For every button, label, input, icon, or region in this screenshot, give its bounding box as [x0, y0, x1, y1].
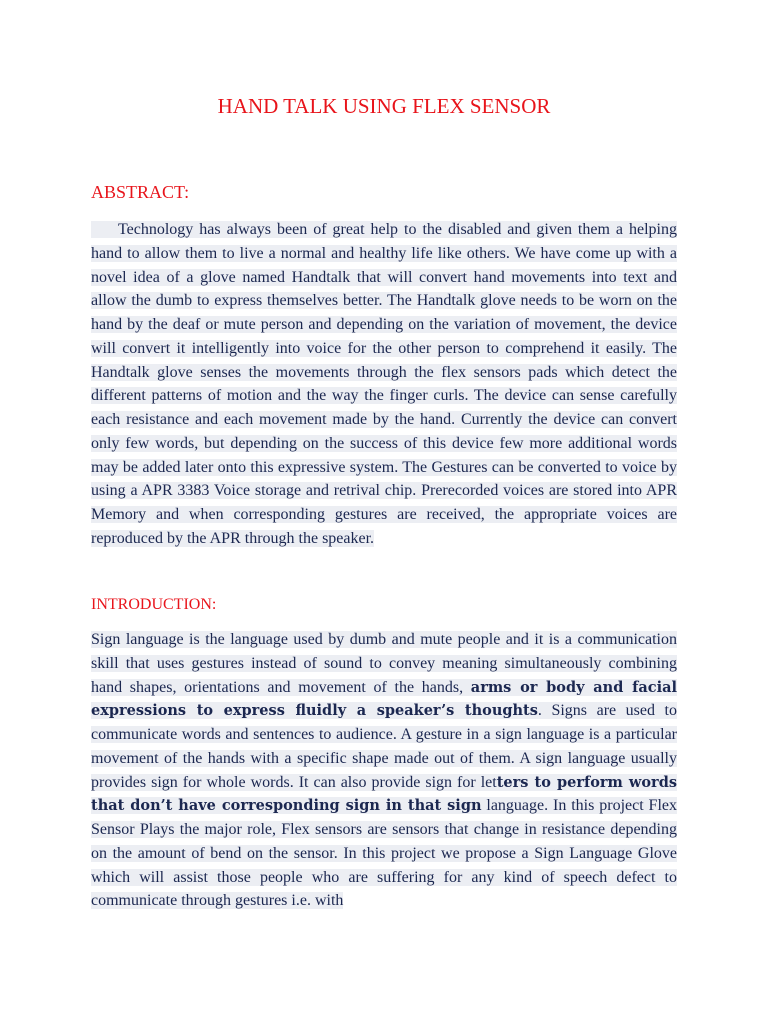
abstract-highlight: [91, 221, 677, 547]
abstract-paragraph: [91, 218, 677, 551]
introduction-bold-part-1: arms or body and facial expressions to express fluidly a speaker’s thoughts: [91, 678, 677, 720]
abstract-text: Technology has always been of great help to the disabled and given them a helping hand to allow them to live a normal and healthy life like others. We have come up with a novel idea of a glove named Handtalk that will convert hand movements into text and allow the dumb to express themselves better. The Handtalk glove needs to be worn on the hand by the deaf or mute person and depending on the variation of movement, the device will convert it intelligently into voice for the other person to comprehend it easily. The Handtalk glove senses the movements through the flex sensors pads which detect the different patterns of motion and the way the finger curls. The device can sense carefully each resistance and each movement made by the hand. Currently the device can convert only few words, but depending on the success of this device few more additional words may be added later onto this expressive system. The Gestures can be converted to voice by using a APR 3383 Voice storage and retrival chip. Prerecorded voices are stored into APR Memory and when corresponding gestures are received, the appropriate voices are reproduced by the APR through the speaker.: [91, 221, 677, 547]
abstract-heading: ABSTRACT:: [91, 182, 190, 202]
introduction-highlight: [91, 631, 677, 909]
document-title: HAND TALK USING FLEX SENSOR: [217, 94, 551, 118]
introduction-paragraph: [91, 628, 677, 913]
introduction-heading: INTRODUCTION:: [91, 596, 217, 613]
introduction-bold-part-2: ters to perform words that don’t have corresponding sign in that sign: [91, 773, 677, 815]
introduction-text-part-3: language. In this project Flex Sensor Plays the major role, Flex sensors are sensors that change in resistance depending on the amount of bend on the sensor. In this project we propose a Sign Language Glove which will assist those people who are suffering for any kind of speech defect to communicate through gestures i.e. with: [91, 797, 677, 910]
introduction-text-part-2: . Signs are used to communicate words and sentences to audience. A gesture in a sign language is a particular movement of the hands with a specific shape made out of them. A sign language usually provides sign for whole words. It can also provide sign for let: [91, 702, 677, 791]
introduction-text-part-1: Sign language is the language used by dumb and mute people and it is a communication skill that uses gestures instead of sound to convey meaning simultaneously combining hand shapes, orientations and movement of the hands,: [91, 631, 677, 696]
